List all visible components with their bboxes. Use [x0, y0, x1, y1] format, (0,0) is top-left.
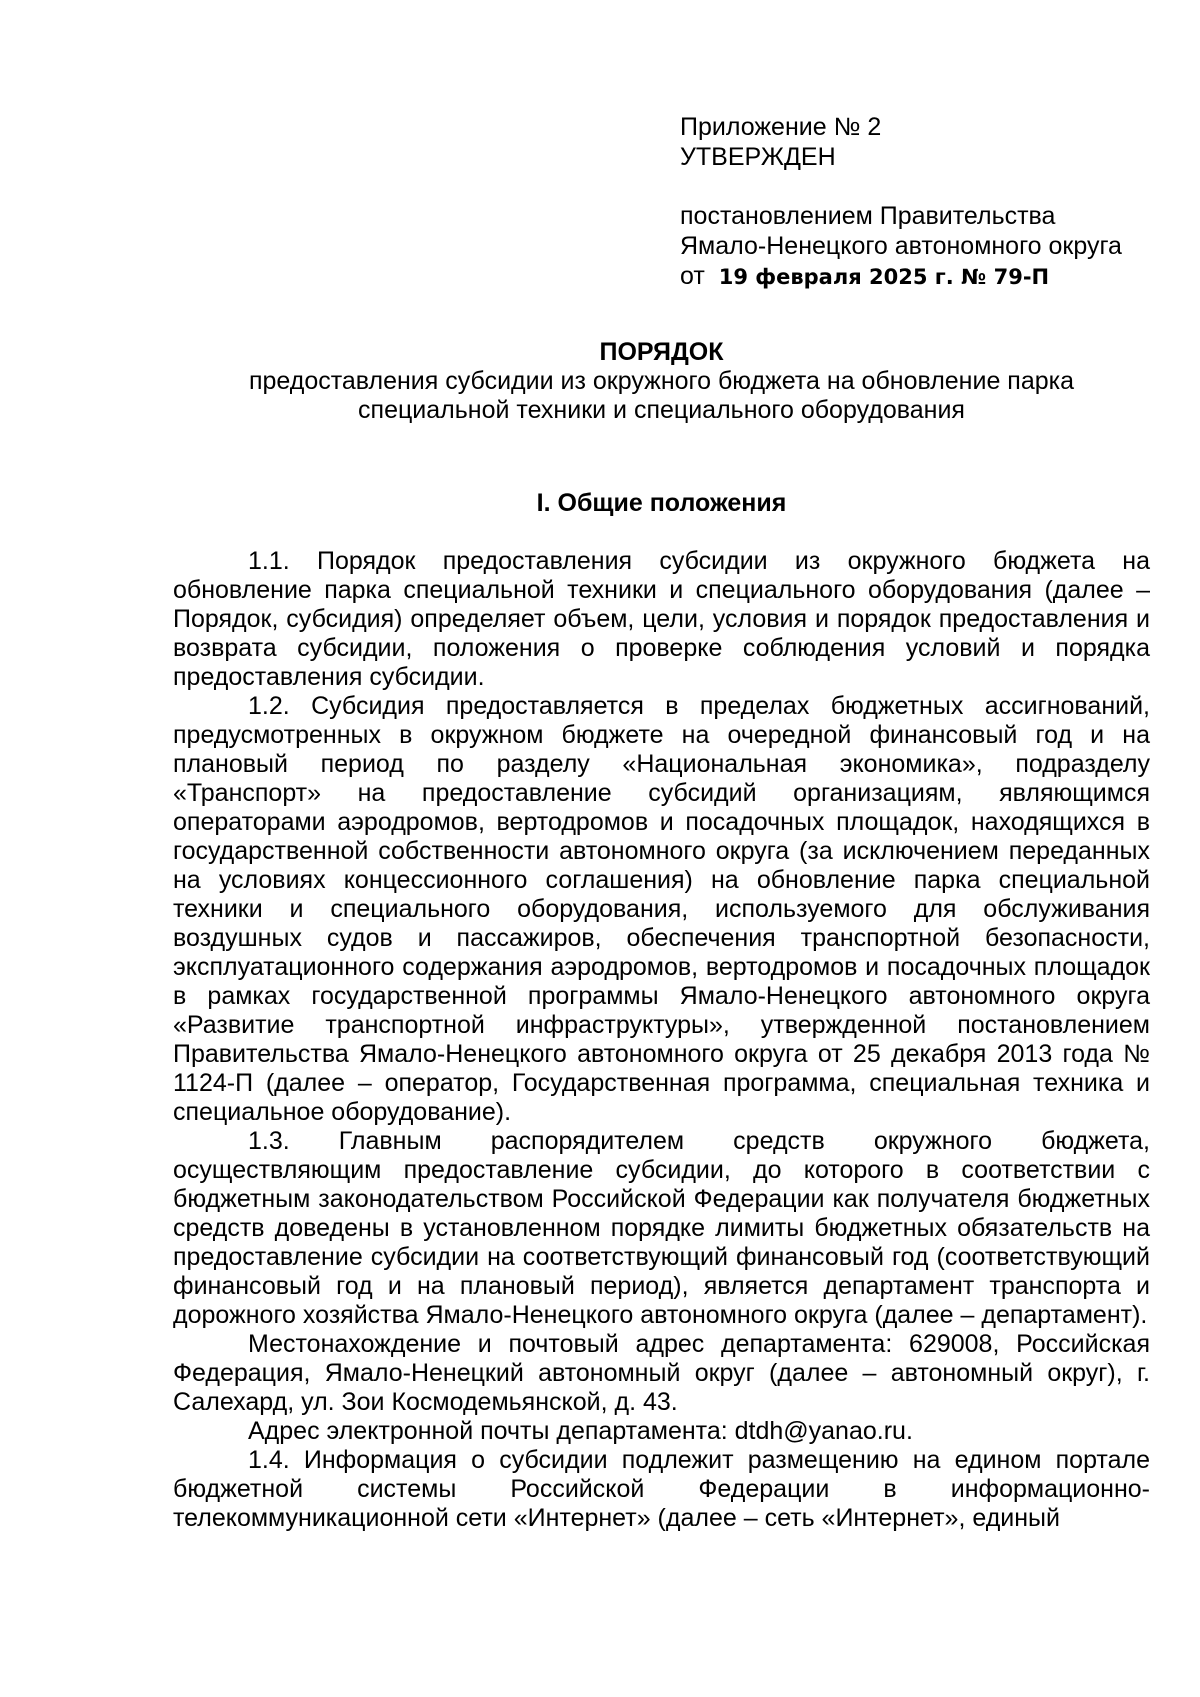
document-title: ПОРЯДОК [599, 338, 724, 366]
document-subtitle-line-1: предоставления субсидии из окружного бюджета на обновление парка [248, 367, 1075, 395]
approved-stamp-text: УТВЕРЖДЕН [680, 143, 836, 171]
paragraph-1-3: 1.3. Главным распорядителем средств окружного бюджета, осуществляющим предоставление субсидии, до которого в соответствии с бюджетным законодательством Российской Федерации как получателя бюджетных средств доведены в установленном порядке лимиты бюджетных обязательств на предоставление субсидии на соответствующий финансовый год (соответствующий финансовый год и на плановый период), является департамент транспорта и дорожного хозяйства Ямало-Ненецкого автономного округа (далее – департамент). [173, 1127, 1150, 1329]
paragraph-1-4: 1.4. Информация о субсидии подлежит размещению на едином портале бюджетной системы Российской Федерации в информационно-телекоммуникационной сети «Интернет» (далее – сеть «Интернет», единый [173, 1446, 1150, 1532]
approval-block [680, 112, 1160, 292]
document-subtitle-line-2: специальной техники и специального оборудования [358, 396, 965, 424]
section-heading: I. Общие положения [536, 489, 787, 517]
approval-date-prefix: от [680, 262, 705, 290]
approval-line-1: постановлением Правительства [680, 202, 1056, 230]
paragraph-1-1: 1.1. Порядок предоставления субсидии из окружного бюджета на обновление парка специальной техники и специального оборудования (далее – Порядок, субсидия) определяет объем, цели, условия и порядок предоставления и возврата субсидии, положения о проверке соблюдения условий и порядка предоставления субсидии. [173, 547, 1150, 691]
paragraph-email: Адрес электронной почты департамента: dtdh@yanao.ru. [248, 1417, 913, 1445]
approval-line-2: Ямало-Ненецкого автономного округа [680, 232, 1122, 260]
paragraph-1-2: 1.2. Субсидия предоставляется в пределах бюджетных ассигнований, предусмотренных в окружном бюджете на очередной финансовый год и на плановый период по разделу «Национальная экономика», подразделу «Транспорт» на предоставление субсидий организациям, являющимся операторами аэродромов, вертодромов и посадочных площадок, находящихся в государственной собственности автономного округа (за исключением переданных на условиях концессионного соглашения) на обновление парка специальной техники и специального оборудования, используемого для обслуживания воздушных судов и пассажиров, обеспечения транспортной безопасности, эксплуатационного содержания аэродромов, вертодромов и посадочных площадок в рамках государственной программы Ямало-Ненецкого автономного округа «Развитие транспортной инфраструктуры», утвержденной постановлением Правительства Ямало-Ненецкого автономного округа от 25 декабря 2013 года № 1124-П (далее – оператор, Государственная программа, специальная техника и специальное оборудование). [173, 692, 1150, 1126]
appendix-number: Приложение № 2 [680, 113, 882, 141]
approval-date-line [680, 261, 1160, 292]
document-title-block [173, 338, 1150, 425]
approval-spacer [680, 172, 1160, 201]
document-body [173, 547, 1150, 1533]
paragraph-address: Местонахождение и почтовый адрес департамента: 629008, Российская Федерация, Ямало-Ненецкий автономный округ (далее – автономный округ), г. Салехард, ул. Зои Космодемьянской, д. 43. [173, 1330, 1150, 1416]
approval-date-value: 19 февраля 2025 г. № 79-П [718, 265, 1050, 289]
